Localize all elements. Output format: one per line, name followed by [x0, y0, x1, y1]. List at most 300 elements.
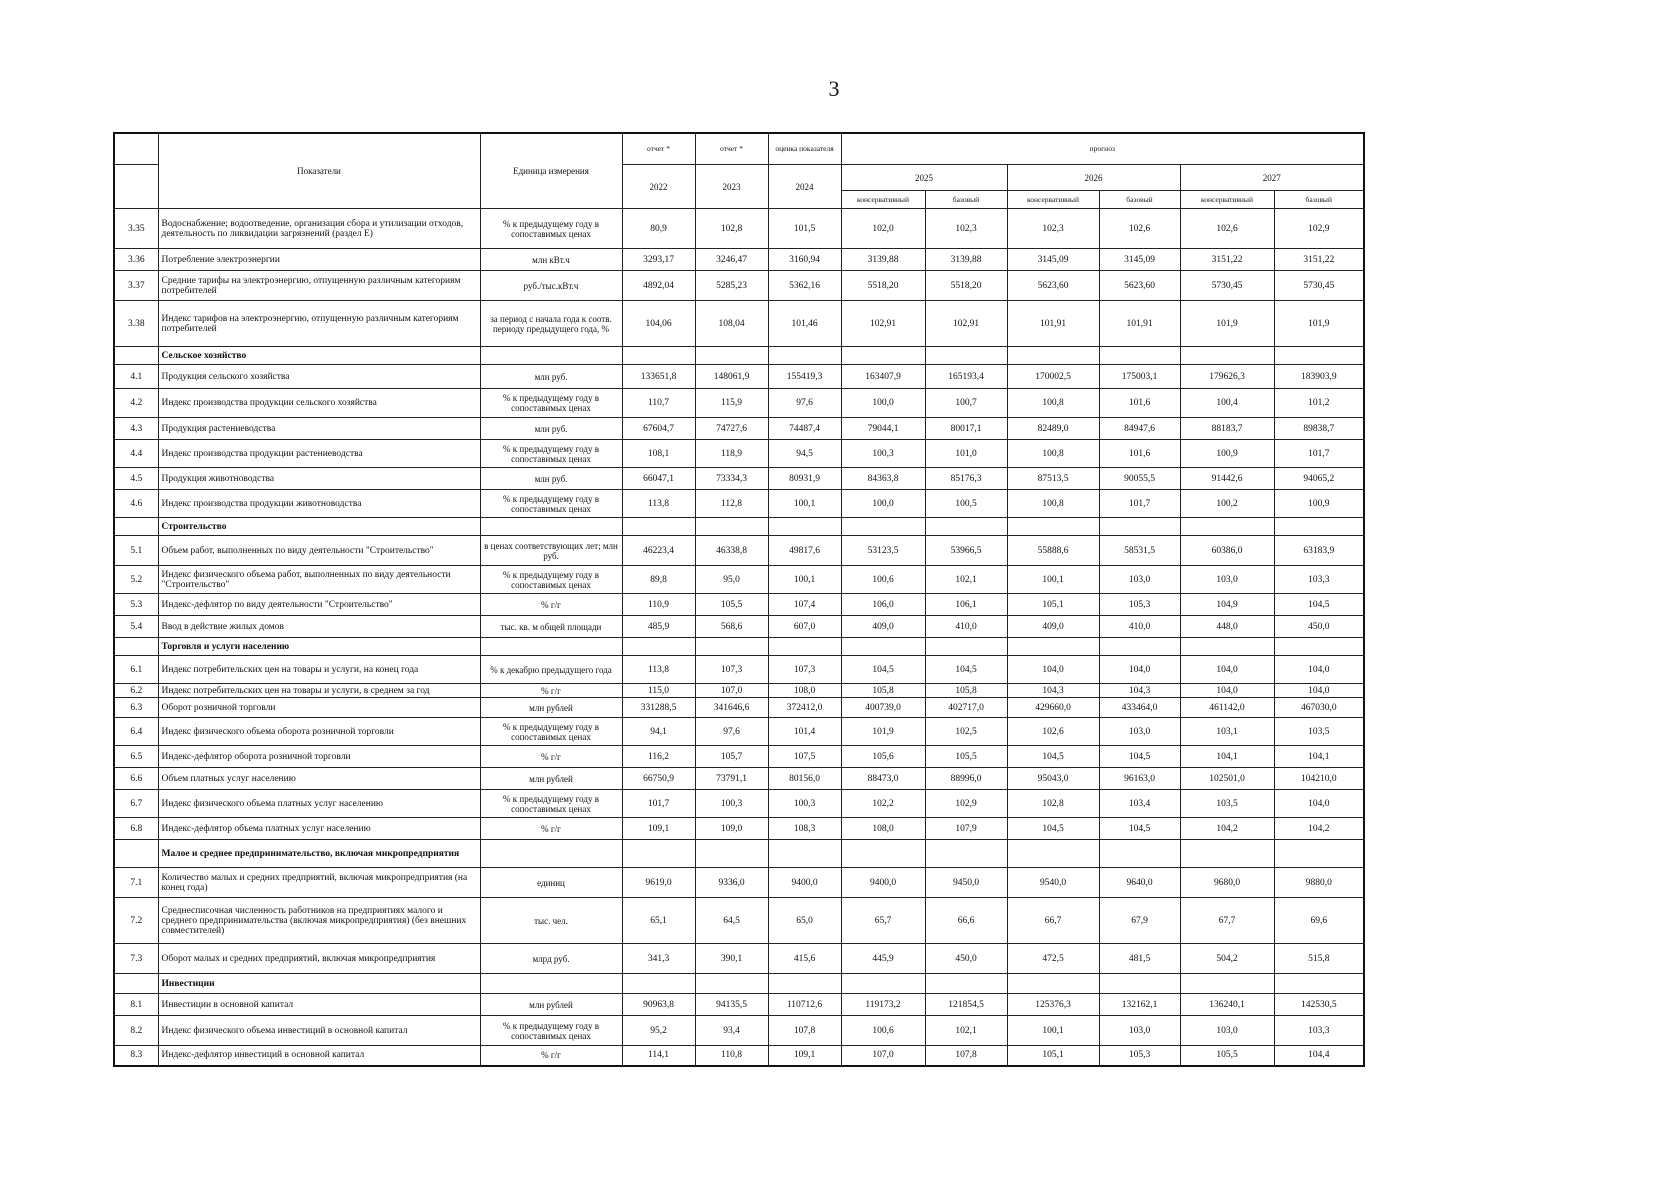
row-value: 74487,4 [768, 418, 841, 440]
section-row [114, 347, 1364, 365]
row-value: 3151,22 [1180, 249, 1274, 271]
row-value [768, 974, 841, 994]
row-value: 79044,1 [841, 418, 925, 440]
row-value: 95,0 [695, 566, 768, 594]
row-value: 103,0 [1180, 1016, 1274, 1046]
row-value: 103,3 [1274, 1016, 1364, 1046]
row-name: Индекс потребительских цен на товары и услуги, в среднем за год [158, 684, 480, 698]
row-value: 372412,0 [768, 698, 841, 718]
row-value [841, 840, 925, 868]
row-value: 105,5 [1180, 1046, 1274, 1066]
header-year-2024: 2024 [768, 165, 841, 209]
row-value: 104,5 [1099, 746, 1180, 768]
row-value: 100,8 [1007, 389, 1099, 418]
row-value: 106,0 [841, 594, 925, 616]
row-value: 118,9 [695, 440, 768, 468]
row-value: 88183,7 [1180, 418, 1274, 440]
row-value: 133651,8 [622, 365, 695, 389]
header-year-2022: 2022 [622, 165, 695, 209]
row-code: 5.4 [114, 616, 158, 638]
row-value: 108,04 [695, 301, 768, 347]
row-value: 179626,3 [1180, 365, 1274, 389]
row-unit [480, 518, 622, 536]
row-value: 67604,7 [622, 418, 695, 440]
row-value: 450,0 [925, 944, 1007, 974]
row-name: Оборот малых и средних предприятий, включая микропредприятия [158, 944, 480, 974]
row-value: 410,0 [1099, 616, 1180, 638]
row-value: 101,7 [1274, 440, 1364, 468]
row-name: Индекс физического объема инвестиций в основной капитал [158, 1016, 480, 1046]
row-value: 105,1 [1007, 1046, 1099, 1066]
row-value [1007, 518, 1099, 536]
row-value: 65,1 [622, 898, 695, 944]
row-code: 4.6 [114, 490, 158, 518]
row-value [1099, 638, 1180, 656]
row-value [695, 840, 768, 868]
row-code: 7.3 [114, 944, 158, 974]
row-unit: % г/г [480, 1046, 622, 1066]
row-value: 94065,2 [1274, 468, 1364, 490]
row-name: Потребление электроэнергии [158, 249, 480, 271]
row-value: 445,9 [841, 944, 925, 974]
row-value: 103,4 [1099, 790, 1180, 818]
row-value: 102,9 [1274, 209, 1364, 249]
row-code: 6.5 [114, 746, 158, 768]
section-title: Инвестиции [158, 974, 480, 994]
table-row [114, 684, 1364, 698]
row-value: 104,0 [1274, 790, 1364, 818]
section-title: Малое и среднее предпринимательство, включая микропредприятия [158, 840, 480, 868]
table-row [114, 594, 1364, 616]
row-value: 67,7 [1180, 898, 1274, 944]
row-value: 101,2 [1274, 389, 1364, 418]
row-value [622, 347, 695, 365]
row-value: 104,5 [1007, 818, 1099, 840]
row-value: 472,5 [1007, 944, 1099, 974]
row-code: 8.2 [114, 1016, 158, 1046]
row-value: 89838,7 [1274, 418, 1364, 440]
row-value: 3139,88 [925, 249, 1007, 271]
row-value [841, 518, 925, 536]
row-value: 103,0 [1099, 1016, 1180, 1046]
row-code: 5.2 [114, 566, 158, 594]
row-value [622, 638, 695, 656]
row-value: 85176,3 [925, 468, 1007, 490]
row-value: 170002,5 [1007, 365, 1099, 389]
row-value: 103,0 [1180, 566, 1274, 594]
row-value: 110712,6 [768, 994, 841, 1016]
row-name: Индекс-дефлятор по виду деятельности "Строительство" [158, 594, 480, 616]
row-name: Индекс-дефлятор оборота розничной торговли [158, 746, 480, 768]
row-code: 8.1 [114, 994, 158, 1016]
row-unit [480, 347, 622, 365]
row-value: 100,2 [1180, 490, 1274, 518]
row-unit: % к предыдущему году в сопоставимых ценах [480, 790, 622, 818]
row-name: Инвестиции в основной капитал [158, 994, 480, 1016]
row-value [768, 347, 841, 365]
row-value: 107,4 [768, 594, 841, 616]
section-row [114, 974, 1364, 994]
row-value: 91442,6 [1180, 468, 1274, 490]
table-row [114, 944, 1364, 974]
row-value: 3151,22 [1274, 249, 1364, 271]
header-base-2025: базовый [925, 191, 1007, 209]
row-unit: % к предыдущему году в сопоставимых ценах [480, 440, 622, 468]
row-value [1180, 638, 1274, 656]
table-row [114, 656, 1364, 684]
row-code: 5.3 [114, 594, 158, 616]
row-value: 101,7 [622, 790, 695, 818]
row-value [695, 518, 768, 536]
row-value: 104,5 [925, 656, 1007, 684]
row-name: Индекс производства продукции животноводства [158, 490, 480, 518]
row-value: 115,0 [622, 684, 695, 698]
row-value [695, 974, 768, 994]
row-value: 9640,0 [1099, 868, 1180, 898]
row-value: 116,2 [622, 746, 695, 768]
row-value: 101,7 [1099, 490, 1180, 518]
row-value: 107,0 [695, 684, 768, 698]
row-value: 103,5 [1274, 718, 1364, 746]
row-value: 104,0 [1274, 656, 1364, 684]
row-value: 104,0 [1007, 656, 1099, 684]
row-value: 55888,6 [1007, 536, 1099, 566]
row-code: 7.1 [114, 868, 158, 898]
row-value: 3139,88 [841, 249, 925, 271]
row-code [114, 840, 158, 868]
row-code: 3.36 [114, 249, 158, 271]
row-value: 101,9 [1180, 301, 1274, 347]
table-row [114, 271, 1364, 301]
table-row [114, 249, 1364, 271]
row-code: 4.2 [114, 389, 158, 418]
table-row [114, 790, 1364, 818]
table-row [114, 868, 1364, 898]
row-value: 105,3 [1099, 594, 1180, 616]
row-name: Продукция животноводства [158, 468, 480, 490]
row-value: 104,0 [1274, 684, 1364, 698]
row-value [1099, 518, 1180, 536]
section-row [114, 638, 1364, 656]
row-value [622, 518, 695, 536]
row-value: 104,3 [1099, 684, 1180, 698]
row-value: 46223,4 [622, 536, 695, 566]
row-name: Индекс производства продукции растениеводства [158, 440, 480, 468]
row-value: 104,0 [1180, 656, 1274, 684]
row-value: 102,1 [925, 1016, 1007, 1046]
row-value: 102,6 [1007, 718, 1099, 746]
row-value: 142530,5 [1274, 994, 1364, 1016]
row-value: 65,7 [841, 898, 925, 944]
row-value [1007, 974, 1099, 994]
row-value: 102,6 [1099, 209, 1180, 249]
row-value [695, 347, 768, 365]
table-row [114, 365, 1364, 389]
row-value: 103,0 [1099, 566, 1180, 594]
row-value [1274, 974, 1364, 994]
row-code: 6.2 [114, 684, 158, 698]
header-conservative-2027: консервативный [1180, 191, 1274, 209]
row-value: 104,5 [841, 656, 925, 684]
row-unit: % к предыдущему году в сопоставимых ценах [480, 1016, 622, 1046]
row-value: 105,5 [695, 594, 768, 616]
row-value: 112,8 [695, 490, 768, 518]
row-value: 3293,17 [622, 249, 695, 271]
row-value: 102,3 [1007, 209, 1099, 249]
row-name: Индекс потребительских цен на товары и услуги, на конец года [158, 656, 480, 684]
row-value: 46338,8 [695, 536, 768, 566]
row-unit: тыс. чел. [480, 898, 622, 944]
row-name: Водоснабжение; водоотведение, организация сбора и утилизации отходов, деятельность по ликвидации загрязнений (раздел Е) [158, 209, 480, 249]
header-unit: Единица измерения [480, 133, 622, 209]
row-value [1007, 840, 1099, 868]
row-value: 341,3 [622, 944, 695, 974]
row-value: 113,8 [622, 490, 695, 518]
row-value [1180, 840, 1274, 868]
row-code: 3.38 [114, 301, 158, 347]
forecast-table [113, 132, 1365, 1067]
row-value: 100,5 [925, 490, 1007, 518]
row-value: 80017,1 [925, 418, 1007, 440]
row-value: 103,5 [1180, 790, 1274, 818]
row-value: 341646,6 [695, 698, 768, 718]
row-value: 100,8 [1007, 490, 1099, 518]
row-value: 80156,0 [768, 768, 841, 790]
row-value: 5518,20 [841, 271, 925, 301]
table-row [114, 698, 1364, 718]
table-row [114, 1016, 1364, 1046]
row-value: 410,0 [925, 616, 1007, 638]
row-value: 109,1 [768, 1046, 841, 1066]
row-unit: % к предыдущему году в сопоставимых ценах [480, 718, 622, 746]
row-name: Индекс физического объема платных услуг населению [158, 790, 480, 818]
row-value: 5285,23 [695, 271, 768, 301]
row-code: 6.1 [114, 656, 158, 684]
header-report-2023: отчет * [695, 133, 768, 165]
header-blank-2 [114, 165, 158, 209]
row-value [1180, 347, 1274, 365]
header-year-2025: 2025 [841, 165, 1007, 191]
table-row [114, 616, 1364, 638]
row-value: 9400,0 [768, 868, 841, 898]
row-value: 67,9 [1099, 898, 1180, 944]
table-row [114, 718, 1364, 746]
row-value: 66,7 [1007, 898, 1099, 944]
row-value: 101,0 [925, 440, 1007, 468]
row-value [841, 974, 925, 994]
row-value: 100,6 [841, 1016, 925, 1046]
row-name: Индекс физического объема работ, выполненных по виду деятельности "Строительство" [158, 566, 480, 594]
row-value: 607,0 [768, 616, 841, 638]
row-code: 6.4 [114, 718, 158, 746]
row-unit: млн рублей [480, 768, 622, 790]
row-unit: % к предыдущему году в сопоставимых ценах [480, 566, 622, 594]
row-value: 104,3 [1007, 684, 1099, 698]
row-value: 101,91 [1007, 301, 1099, 347]
row-code [114, 518, 158, 536]
row-value: 95,2 [622, 1016, 695, 1046]
row-value: 175003,1 [1099, 365, 1180, 389]
row-value: 108,1 [622, 440, 695, 468]
table-row [114, 490, 1364, 518]
row-name: Оборот розничной торговли [158, 698, 480, 718]
row-value: 80,9 [622, 209, 695, 249]
row-value: 104,4 [1274, 1046, 1364, 1066]
row-value: 66047,1 [622, 468, 695, 490]
row-code: 6.3 [114, 698, 158, 718]
row-value: 107,8 [925, 1046, 1007, 1066]
row-name: Объем работ, выполненных по виду деятельности "Строительство" [158, 536, 480, 566]
row-value: 104,5 [1274, 594, 1364, 616]
row-value: 485,9 [622, 616, 695, 638]
row-value: 107,9 [925, 818, 1007, 840]
row-value: 69,6 [1274, 898, 1364, 944]
row-value: 104,1 [1274, 746, 1364, 768]
row-value: 148061,9 [695, 365, 768, 389]
row-value: 331288,5 [622, 698, 695, 718]
page-number: 3 [828, 76, 840, 101]
row-value: 467030,0 [1274, 698, 1364, 718]
row-value: 5362,16 [768, 271, 841, 301]
row-unit: млн рублей [480, 994, 622, 1016]
row-value: 9540,0 [1007, 868, 1099, 898]
row-value: 53123,5 [841, 536, 925, 566]
row-value [1180, 974, 1274, 994]
row-unit [480, 840, 622, 868]
row-value: 163407,9 [841, 365, 925, 389]
row-code: 6.7 [114, 790, 158, 818]
row-value: 84947,6 [1099, 418, 1180, 440]
row-value: 100,4 [1180, 389, 1274, 418]
row-value: 90963,8 [622, 994, 695, 1016]
row-value: 125376,3 [1007, 994, 1099, 1016]
row-value: 104,2 [1180, 818, 1274, 840]
row-name: Количество малых и средних предприятий, включая микропредприятия (на конец года) [158, 868, 480, 898]
row-unit: млн рублей [480, 698, 622, 718]
row-code: 8.3 [114, 1046, 158, 1066]
row-value: 58531,5 [1099, 536, 1180, 566]
row-code: 5.1 [114, 536, 158, 566]
row-value: 105,8 [925, 684, 1007, 698]
row-unit [480, 974, 622, 994]
row-value: 105,3 [1099, 1046, 1180, 1066]
row-value: 105,5 [925, 746, 1007, 768]
row-value [1007, 638, 1099, 656]
row-value: 402717,0 [925, 698, 1007, 718]
row-value [1180, 518, 1274, 536]
row-name: Средние тарифы на электроэнергию, отпущенную различным категориям потребителей [158, 271, 480, 301]
row-value: 94135,5 [695, 994, 768, 1016]
row-value: 107,0 [841, 1046, 925, 1066]
row-value: 100,7 [925, 389, 1007, 418]
header-estimate: оценка показателя [768, 133, 841, 165]
table-row [114, 1046, 1364, 1066]
row-value: 3145,09 [1099, 249, 1180, 271]
row-value: 108,3 [768, 818, 841, 840]
row-name: Индекс-дефлятор объема платных услуг населению [158, 818, 480, 840]
row-code: 4.5 [114, 468, 158, 490]
row-value: 113,8 [622, 656, 695, 684]
section-row [114, 840, 1364, 868]
row-value: 108,0 [841, 818, 925, 840]
row-value: 101,9 [1274, 301, 1364, 347]
row-value: 104,9 [1180, 594, 1274, 616]
row-value: 115,9 [695, 389, 768, 418]
row-value: 49817,6 [768, 536, 841, 566]
row-value: 102,2 [841, 790, 925, 818]
table-row [114, 468, 1364, 490]
header-base-2027: базовый [1274, 191, 1364, 209]
row-value: 3160,94 [768, 249, 841, 271]
row-value: 132162,1 [1099, 994, 1180, 1016]
table-row [114, 209, 1364, 249]
row-value: 165193,4 [925, 365, 1007, 389]
row-unit: % к декабрю предыдущего года [480, 656, 622, 684]
row-code [114, 347, 158, 365]
row-unit: % г/г [480, 594, 622, 616]
row-code: 7.2 [114, 898, 158, 944]
row-value: 100,3 [841, 440, 925, 468]
row-value [622, 974, 695, 994]
row-value [925, 638, 1007, 656]
row-value: 73334,3 [695, 468, 768, 490]
row-code [114, 638, 158, 656]
row-value: 60386,0 [1180, 536, 1274, 566]
row-unit: млн руб. [480, 365, 622, 389]
header-blank [114, 133, 158, 165]
row-value: 568,6 [695, 616, 768, 638]
row-code: 6.8 [114, 818, 158, 840]
row-value: 102,91 [925, 301, 1007, 347]
row-value: 5518,20 [925, 271, 1007, 301]
section-row [114, 518, 1364, 536]
row-value: 102,5 [925, 718, 1007, 746]
row-value: 103,0 [1099, 718, 1180, 746]
row-value: 415,6 [768, 944, 841, 974]
row-value: 109,0 [695, 818, 768, 840]
row-value: 107,5 [768, 746, 841, 768]
row-value: 74727,6 [695, 418, 768, 440]
row-value: 100,3 [768, 790, 841, 818]
table-row [114, 440, 1364, 468]
row-value: 9619,0 [622, 868, 695, 898]
row-value: 9450,0 [925, 868, 1007, 898]
row-value: 95043,0 [1007, 768, 1099, 790]
row-value: 5730,45 [1274, 271, 1364, 301]
row-value: 409,0 [841, 616, 925, 638]
row-value: 100,0 [841, 490, 925, 518]
row-code: 3.37 [114, 271, 158, 301]
row-value: 100,1 [1007, 1016, 1099, 1046]
row-value: 101,9 [841, 718, 925, 746]
row-unit: % г/г [480, 684, 622, 698]
row-value: 102,9 [925, 790, 1007, 818]
row-value: 100,6 [841, 566, 925, 594]
row-value: 93,4 [695, 1016, 768, 1046]
row-value: 102501,0 [1180, 768, 1274, 790]
row-unit: млн руб. [480, 418, 622, 440]
row-value [1274, 518, 1364, 536]
row-value: 100,3 [695, 790, 768, 818]
row-value: 409,0 [1007, 616, 1099, 638]
row-value: 100,1 [768, 490, 841, 518]
row-value: 80931,9 [768, 468, 841, 490]
row-value: 3246,47 [695, 249, 768, 271]
row-value: 433464,0 [1099, 698, 1180, 718]
table-row [114, 994, 1364, 1016]
row-value: 102,91 [841, 301, 925, 347]
row-unit: млрд руб. [480, 944, 622, 974]
